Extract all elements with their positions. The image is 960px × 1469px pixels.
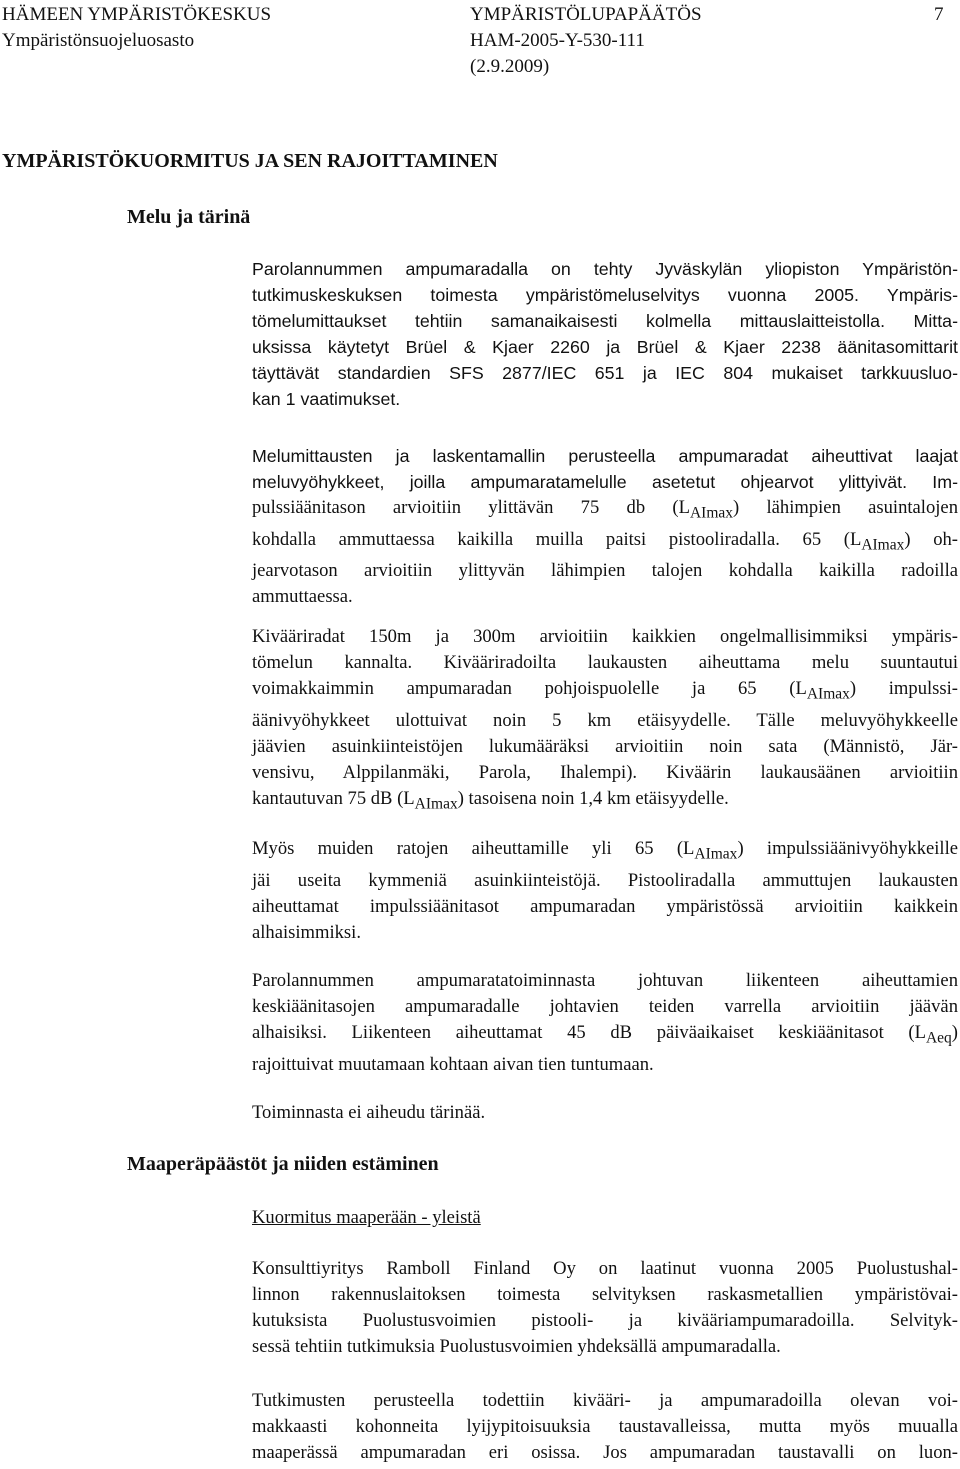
text-line: Melumittausten ja laskentamallin perusteella ampumaradat aiheuttivat laajat	[252, 446, 958, 466]
text-line: rajoittuivat muutamaan kohtaan aivan tien tuntumaan.	[252, 1053, 654, 1075]
text-line: tutkimuskeskuksen toimesta ympäristömeluselvitys vuonna 2005. Ympäris-	[252, 285, 958, 305]
text-line: alhaisiksi. Liikenteen aiheuttamat 45 dB päiväaikaiset keskiäänitasot $(L_{Aeq})$	[252, 1022, 958, 1047]
text-line: Konsulttiyritys Ramboll Finland Oy on laatinut vuonna 2005 Puolustushal-	[252, 1258, 958, 1279]
subheading-soil-load	[252, 1205, 958, 1231]
text-line: Parolannummen ampumaratatoiminnasta johtuvan liikenteen aiheuttamien	[252, 970, 958, 991]
paragraph-consultant-study	[252, 1256, 958, 1360]
text-line: Toiminnasta ei aiheudu tärinää.	[252, 1102, 486, 1123]
text-line: Myös muiden ratojen aiheuttamille yli 65 $(L_{AImax})$ impulssiäänivyöhykkeille	[252, 838, 959, 863]
text-line: alhaisimmiksi.	[252, 921, 361, 943]
header-document-id: HAM-2005-Y-530-111	[470, 30, 645, 51]
text-line: maaperässä ampumaradan eri osissa. Jos ampumaradan taustavalli on luon-	[252, 1442, 958, 1463]
paragraph-measurements	[252, 256, 958, 412]
text-line: keskiäänitasojen ampumaradalle johtavien teiden varrella arvioitiin jäävän	[252, 996, 958, 1017]
text-line: Kivääriradat 150m ja 300m arvioitiin kaikkien ongelmallisimmiksi ympäris-	[252, 626, 958, 647]
header-org: HÄMEEN YMPÄRISTÖKESKUS	[2, 4, 272, 25]
text-line: täyttävät standardien SFS 2877/IEC 651 ja IEC 804 mukaiset tarkkuusluo-	[252, 363, 958, 383]
paragraph-impulse-levels	[252, 495, 958, 610]
paragraph-noise-zones	[252, 443, 958, 495]
text-line: aiheuttamat impulssiäänitasot ampumaradan ympäristössä arvioitiin kaikkein	[252, 895, 958, 917]
text-line: ammuttaessa.	[252, 586, 353, 608]
header-date: (2.9.2009)	[470, 56, 550, 77]
text-line: Tutkimusten perusteella todettiin kivääri- ja ampumaradoilla olevan voi-	[252, 1390, 958, 1411]
paragraph-rifle-ranges	[252, 624, 958, 817]
paragraph-other-ranges	[252, 836, 958, 946]
text-line: sessä tehtiin tutkimuksia Puolustusvoimien yhdeksällä ampumaradalla.	[252, 1336, 781, 1357]
text-line: kantautuvan 75 dB $(L_{AImax})$ tasoisena noin 1,4 km etäisyydelle.	[252, 787, 729, 813]
text-line: makkaasti kohonneita lyijypitoisuuksia taustavalleissa, mutta myös muualla	[252, 1416, 958, 1437]
text-line: kutuksista Puolustusvoimien pistooli- ja kivääriampumaradoilla. Selvityk-	[252, 1310, 958, 1331]
paragraph-traffic-noise	[252, 968, 958, 1078]
text-line: äänivyöhykkeet ulottuivat noin 5 km etäisyydelle. Tälle meluvyöhykkeelle	[252, 709, 958, 731]
text-line: kan 1 vaatimukset.	[252, 389, 401, 409]
text-line: linnon rakennuslaitoksen toimesta selvityksen raskasmetallien ympäristövai-	[252, 1284, 958, 1305]
paragraph-vibration	[252, 1100, 958, 1126]
text-line: jäi useita kymmeniä asuinkiinteistöjä. Pistooliradalla ammuttujen laukausten	[252, 869, 958, 891]
text-line: vensivu, Alppilanmäki, Parola, Ihalempi). Kiväärin laukausäänen arvioitiin	[252, 761, 958, 783]
header-department: Ympäristönsuojeluosasto	[2, 30, 195, 51]
text-line: Kuormitus maaperään - yleistä	[252, 1207, 481, 1228]
text-line: kohdalla ammuttaessa kaikilla muilla paitsi pistooliradalla. 65 $(L_{AImax})$ oh-	[252, 528, 958, 554]
section-heading-noise: Melu ja tärinä	[127, 206, 251, 228]
text-line: jearvotason arvioitiin ylittyvän lähimpien talojen kohdalla kaikilla radoilla	[252, 560, 958, 582]
text-line: meluvyöhykkeet, joilla ampumaratamelulle asetetut ohjearvot ylittyivät. Im-	[252, 472, 958, 492]
text-line: Parolannummen ampumaradalla on tehty Jyväskylän yliopiston Ympäristön-	[252, 259, 958, 279]
text-line: tömelun kannalta. Kivääriradoilta laukausten aiheuttama melu suuntautui	[252, 652, 958, 673]
page-title: YMPÄRISTÖKUORMITUS JA SEN RAJOITTAMINEN	[2, 150, 498, 172]
text-line: tömelumittaukset tehtiin samanaikaisesti kolmella mittauslaitteistolla. Mitta-	[252, 311, 958, 331]
text-line: uksissa käytetyt Brüel & Kjaer 2260 ja Brüel & Kjaer 2238 äänitasomittarit	[252, 337, 958, 357]
header-page-number: 7	[934, 4, 944, 25]
section-heading-soil: Maaperäpäästöt ja niiden estäminen	[127, 1153, 439, 1175]
text-line: pulssiäänitason arvioitiin ylittävän 75 db $(L_{AImax})$ lähimpien asuintalojen	[252, 497, 958, 522]
text-line: jäävien asuinkiinteistöjen lukumääräksi arvioitiin noin sata (Männistö, Jär-	[252, 735, 958, 757]
text-line: voimakkaimmin ampumaradan pohjoispuolelle ja 65 $(L_{AImax})$ impulssi-	[252, 678, 958, 703]
paragraph-lead-findings	[252, 1388, 958, 1466]
header-document-type: YMPÄRISTÖLUPAPÄÄTÖS	[470, 4, 702, 25]
